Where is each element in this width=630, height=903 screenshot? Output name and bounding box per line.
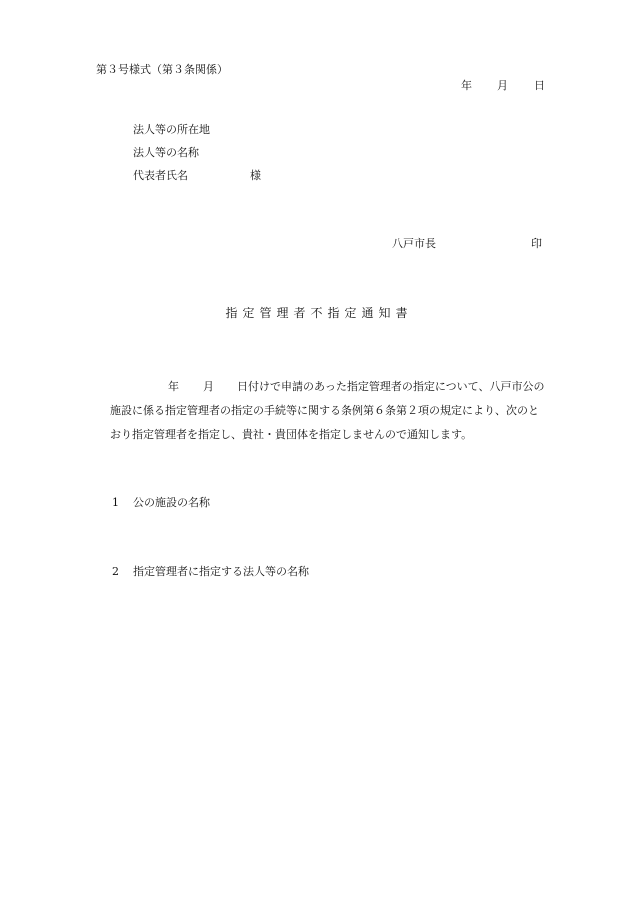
- recipient-representative-label: 代表者氏名: [133, 169, 188, 182]
- body-line-3: おり指定管理者を指定し、貴社・貴団体を指定しませんので通知します。: [110, 428, 473, 441]
- item-number: 1: [112, 496, 119, 509]
- body-month-label: 月: [203, 380, 214, 393]
- sender-mayor: 八戸市長: [392, 237, 436, 250]
- document-title: 指定管理者不指定通知書: [225, 306, 413, 320]
- date-day-label: 日: [534, 79, 545, 92]
- body-line-1-text: 日付けで申請のあった指定管理者の指定について、八戸市公の: [237, 380, 545, 393]
- item-label: 指定管理者に指定する法人等の名称: [133, 565, 309, 578]
- date-month-label: 月: [497, 79, 508, 92]
- recipient-honorific: 様: [250, 169, 261, 182]
- recipient-address-label: 法人等の所在地: [133, 123, 210, 136]
- item-number: 2: [112, 565, 119, 578]
- seal-mark: 印: [531, 237, 542, 250]
- form-number: 第３号様式（第３条関係）: [96, 63, 228, 76]
- date-year-label: 年: [461, 79, 472, 92]
- body-line-2: 施設に係る指定管理者の指定の手続等に関する条例第６条第２項の規定により、次のと: [110, 404, 539, 417]
- body-year-label: 年: [168, 380, 179, 393]
- item-label: 公の施設の名称: [133, 496, 210, 509]
- recipient-name-label: 法人等の名称: [133, 146, 199, 159]
